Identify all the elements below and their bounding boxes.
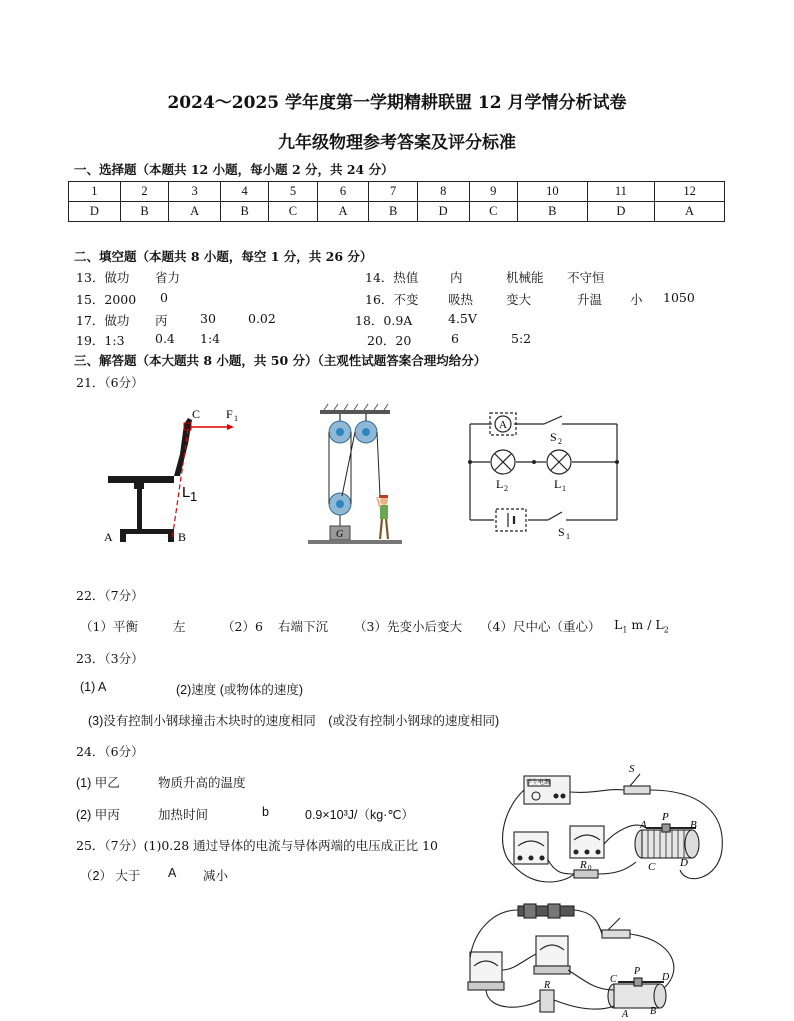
q16-answer-1: 16．不变 [365, 292, 419, 307]
experiment-apparatus-figure-2 [464, 900, 704, 1018]
cell-num: 5 [269, 182, 317, 202]
formula-l1: L [614, 617, 623, 632]
formula-sub2: 2 [663, 625, 669, 635]
section2-heading: 二、填空题（本题共 8 小题，每空 1 分，共 26 分） [74, 249, 373, 264]
label-s2-sub: 2 [558, 437, 562, 446]
q17-answer-3: 30 [200, 311, 216, 326]
q25-answer-2: （2） 大于 [80, 869, 141, 883]
cell-answer: B [120, 202, 168, 222]
label-b-rheo: B [690, 819, 697, 831]
cell-answer: B [517, 202, 587, 222]
label-a-rheo: A [640, 819, 647, 831]
label-r: R [544, 980, 551, 991]
label-f: F [226, 407, 233, 421]
label-r0-sub: 0 [588, 864, 592, 872]
q25-answer-1: 25．（7分）(1)0.28 通过导体的电流与导体两端的电压成正比 10 [76, 838, 439, 853]
label-l-sub: 1 [190, 489, 198, 504]
pulley-figure [306, 404, 406, 548]
cell-answer: B [369, 202, 417, 222]
q14-answer-1: 14．热值 [365, 270, 419, 285]
q22-answer-1: （1）平衡 [80, 619, 138, 634]
circuit-figure [462, 410, 624, 541]
cell-num: 8 [417, 182, 469, 202]
section3-heading: 三、解答题（本大题共 8 小题，共 50 分）（主观性试题答案合理均给分） [74, 353, 487, 368]
q22-formula [614, 617, 669, 635]
q24-label: 24．（6分） [76, 744, 144, 759]
experiment-apparatus-figure [496, 763, 728, 900]
q17-answer-1: 17．做功 [76, 313, 130, 328]
q18-answer-1: 18．0.9A [355, 313, 413, 328]
cell-answer: D [417, 202, 469, 222]
q24-answer-3: (2) 甲丙 [76, 808, 120, 822]
cell-num: 4 [221, 182, 269, 202]
q24-answer-2: 物质升高的温度 [158, 776, 246, 790]
cell-num: 11 [587, 182, 654, 202]
section1-heading: 一、选择题（本题共 12 小题，每小题 2 分，共 24 分） [74, 162, 394, 177]
label-c-2: C [610, 974, 617, 985]
q24-answer-1: (1) 甲乙 [76, 776, 120, 790]
q14-answer-4: 不守恒 [567, 270, 605, 285]
label-d-2: D [662, 972, 670, 983]
q16-answer-3: 变大 [506, 292, 532, 307]
q16-answer-4: 升温 [577, 292, 603, 307]
q15-answer-2: 0 [160, 290, 168, 305]
label-r0: R [580, 859, 587, 871]
formula-sub1: 1 [622, 625, 628, 635]
q23-answer-2: (2)速度 (或物体的速度) [176, 683, 304, 697]
ammeter-label: A [499, 419, 507, 431]
q25-answer-3: A [168, 866, 177, 880]
q25-answer-4: 减小 [203, 869, 229, 883]
q22-answer-3: （2）6 [222, 619, 263, 634]
document-title: 2024～2025 学年度第一学期精耕联盟 12 月学情分析试卷 [167, 93, 627, 113]
cell-num: 9 [469, 182, 517, 202]
q19-answer-1: 19．1:3 [76, 333, 125, 348]
cell-num: 12 [655, 182, 725, 202]
cell-answer: A [317, 202, 369, 222]
label-s1-sub: 1 [566, 532, 570, 541]
q22-answer-2: 左 [173, 619, 186, 634]
q15-answer-1: 15．2000 [76, 292, 137, 307]
q13-answer-2: 省力 [155, 270, 181, 285]
q17-answer-4: 0.02 [248, 311, 276, 326]
q17-answer-2: 丙 [155, 313, 168, 328]
label-l: L [182, 484, 191, 501]
q23-label: 23．（3分） [76, 651, 144, 666]
label-s: S [629, 763, 635, 775]
q16-answer-5: 小 [630, 292, 643, 307]
label-s2: S [550, 430, 557, 444]
label-a: A [104, 530, 113, 544]
cell-num: 10 [517, 182, 587, 202]
q13-answer-1: 13．做功 [76, 270, 130, 285]
q20-answer-3: 5:2 [511, 331, 532, 346]
q20-answer-1: 20．20 [367, 333, 412, 348]
label-f-sub: 1 [234, 414, 238, 423]
q24-answer-5: b [262, 805, 269, 819]
cell-answer: A [169, 202, 221, 222]
label-l2: L [496, 477, 504, 491]
cell-answer: A [655, 202, 725, 222]
cell-num: 6 [317, 182, 369, 202]
label-d-rheo: D [680, 857, 688, 869]
q22-label: 22．（7分） [76, 588, 144, 603]
q19-answer-2: 0.4 [155, 331, 175, 346]
document-subtitle: 九年级物理参考答案及评分标准 [278, 133, 516, 153]
q18-answer-2: 4.5V [448, 311, 477, 326]
label-b: B [178, 530, 187, 544]
label-s1: S [558, 525, 565, 539]
cell-answer: B [221, 202, 269, 222]
table-row-numbers [69, 182, 725, 202]
label-p: P [662, 811, 669, 823]
table-row-answers [69, 202, 725, 222]
chair-lever-figure [100, 404, 250, 552]
q16-answer-6: 1050 [663, 290, 695, 305]
q23-answer-3: (3)没有控制小钢球撞击木块时的速度相同 (或没有控制小钢球的速度相同) [88, 714, 500, 728]
label-b-2: B [650, 1006, 657, 1017]
cell-num: 2 [120, 182, 168, 202]
label-l2-sub: 2 [504, 484, 508, 493]
q22-answer-6: （4）尺中心（重心） [480, 619, 601, 634]
q22-answer-4: 右端下沉 [278, 619, 329, 634]
label-p-2: P [634, 966, 641, 977]
label-a-2: A [622, 1009, 629, 1020]
cell-num: 1 [69, 182, 121, 202]
label-c: C [192, 407, 201, 421]
q19-answer-3: 1:4 [200, 331, 221, 346]
q24-answer-6: 0.9×10³J/（kg·℃） [305, 808, 414, 822]
q23-answer-1: (1) A [80, 680, 107, 694]
formula-mid: m / L [627, 617, 664, 632]
cell-answer: D [587, 202, 654, 222]
q14-answer-2: 内 [450, 270, 463, 285]
label-l1: L [554, 477, 562, 491]
cell-answer: C [469, 202, 517, 222]
power-supply-label: 学生电源 [526, 779, 551, 786]
label-c-rheo: C [648, 861, 656, 873]
q16-answer-2: 吸热 [448, 292, 474, 307]
q24-answer-4: 加热时间 [158, 808, 209, 822]
cell-answer: D [69, 202, 121, 222]
label-l1-sub: 1 [562, 484, 566, 493]
q22-answer-5: （3）先变小后变大 [354, 619, 462, 634]
q20-answer-2: 6 [451, 331, 459, 346]
q14-answer-3: 机械能 [506, 270, 544, 285]
cell-num: 7 [369, 182, 417, 202]
cell-num: 3 [169, 182, 221, 202]
cell-answer: C [269, 202, 317, 222]
label-g: G [336, 529, 344, 540]
q21-label: 21．（6分） [76, 375, 144, 390]
answer-table [68, 181, 725, 222]
